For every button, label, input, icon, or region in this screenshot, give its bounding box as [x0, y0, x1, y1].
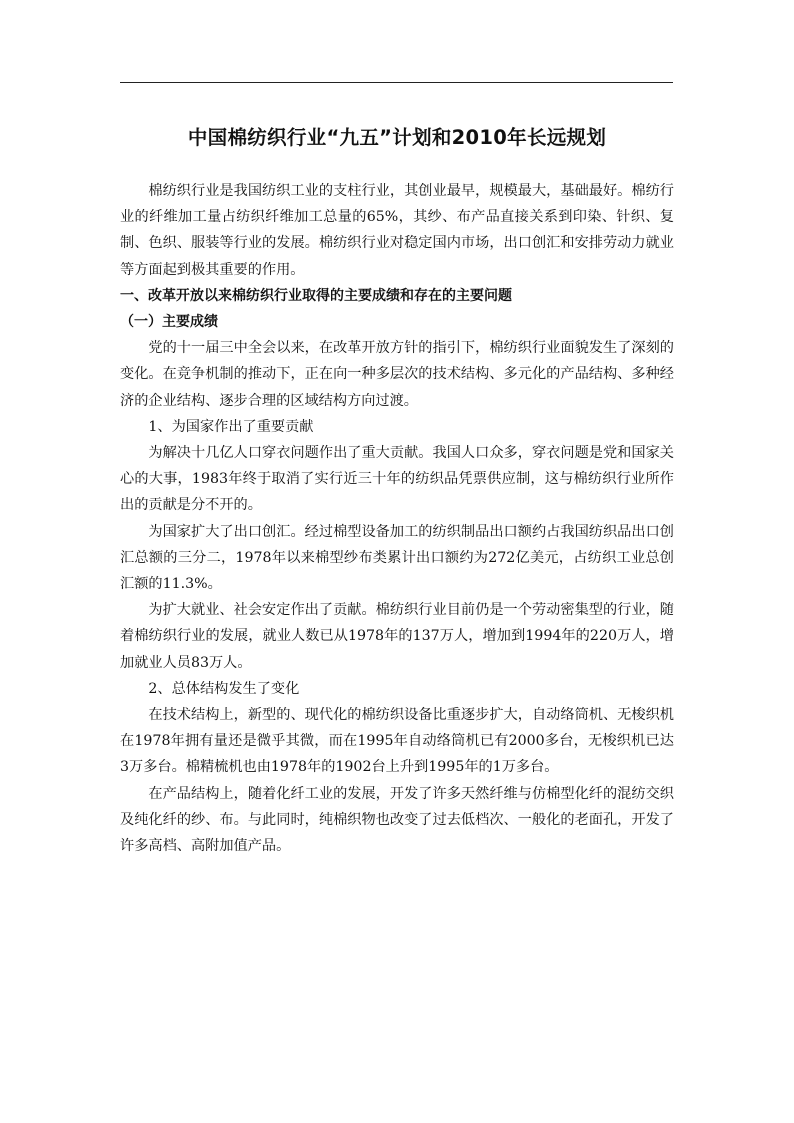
- export-paragraph: 为国家扩大了出口创汇。经过棉型设备加工的纺织制品出口额约占我国纺织品出口创汇总额的三分二，1978年以来棉型纱布类累计出口额约为272亿美元，占纺织工业总创汇额的11.3%。: [120, 523, 674, 593]
- product-paragraph: 在产品结构上，随着化纤工业的发展，开发了许多天然纤维与仿棉型化纤的混纺交织及纯化纤的纱、布。与此同时，纯棉织物也改变了过去低档次、一般化的老面孔，开发了许多高档、高附加值产品。: [120, 785, 674, 855]
- employment-paragraph: 为扩大就业、社会安定作出了贡献。棉纺织行业目前仍是一个劳动密集型的行业，随着棉纺织行业的发展，就业人数已从1978年的137万人，增加到1994年的220万人，增加就业人员83万人。: [120, 602, 674, 671]
- document-title: 中国棉纺织行业“九五”计划和2010年长远规划: [187, 126, 607, 149]
- technology-paragraph: 在技术结构上，新型的、现代化的棉纺织设备比重逐步扩大，自动络筒机、无梭织机在1978年拥有量还是微乎其微，而在1995年自动络筒机已有2000多台，无梭织机已达3万多台。棉精梳机也由1978年的1902台上升到1995年的1万多台。: [120, 707, 674, 776]
- document-body: [120, 118, 674, 859]
- reform-paragraph: 党的十一届三中全会以来，在改革开放方针的指引下，棉纺织行业面貌发生了深刻的变化。在竞争机制的推动下，正在向一种多层次的技术结构、多元化的产品结构、多种经济的企业结构、逐步合理的区域结构方向过渡。: [120, 340, 674, 409]
- header-rule: [120, 82, 673, 83]
- list-item-contribution: 1、为国家作出了重要贡献: [148, 418, 314, 435]
- list-item-structure: 2、总体结构发生了变化: [148, 680, 300, 697]
- intro-paragraph: 棉纺织行业是我国纺织工业的支柱行业，其创业最早，规模最大，基础最好。棉纺行业的纤维加工量占纺织纤维加工总量的65%，其纱、布产品直接关系到印染、针织、复制、色织、服装等行业的发展。棉纺织行业对稳定国内市场，出口创汇和安排劳动力就业等方面起到极其重要的作用。: [120, 183, 674, 278]
- section-heading: 一、改革开放以来棉纺织行业取得的主要成绩和存在的主要问题: [120, 287, 512, 304]
- subsection-heading: （一）主要成绩: [120, 314, 218, 331]
- clothing-paragraph: 为解决十几亿人口穿衣问题作出了重大贡献。我国人口众多，穿衣问题是党和国家关心的大事，1983年终于取消了实行近三十年的纺织品凭票供应制，这与棉纺织行业所作出的贡献是分不开的。: [120, 445, 674, 514]
